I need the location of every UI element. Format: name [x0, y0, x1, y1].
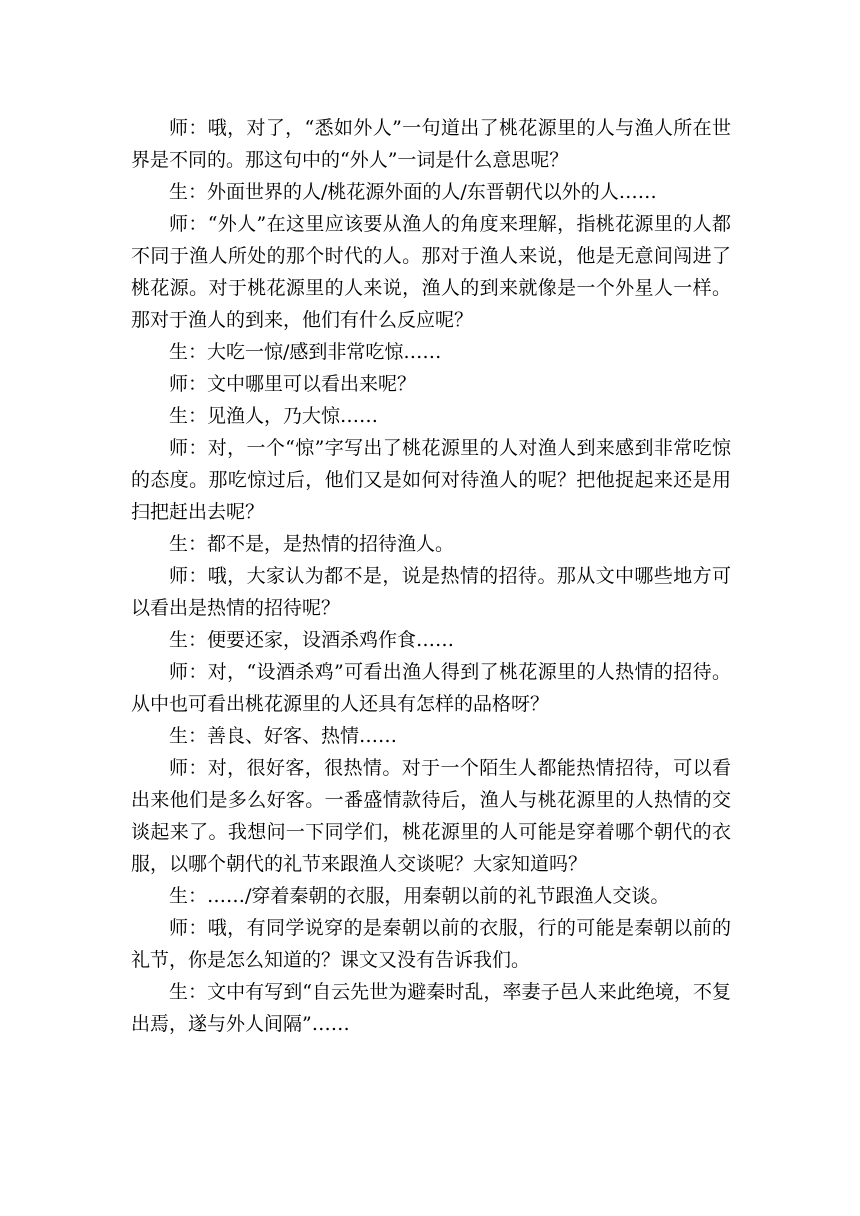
paragraph: 生：见渔人，乃大惊…… — [169, 405, 379, 427]
paragraph: 生：外面世界的人/桃花源外面的人/东晋朝代以外的人…… — [169, 181, 657, 203]
paragraph: 师：对，很好客，很热情。对于一个陌生人都能热情招待，可以看出来他们是多么好客。一番盛情款待后，渔人与桃花源里的人热情的交谈起来了。我想问一下同学们，桃花源里的人可能是穿着哪个朝代的衣服，以哪个朝代的礼节来跟渔人交谈呢？大家知道吗？ — [131, 757, 731, 875]
paragraph: 生：文中有写到“自云先世为避秦时乱，率妻子邑人来此绝境，不复出焉，遂与外人间隔”…… — [131, 981, 731, 1035]
paragraph: 生：……/穿着秦朝的衣服，用秦朝以前的礼节跟渔人交谈。 — [169, 885, 670, 907]
paragraph: 师：哦，大家认为都不是，说是热情的招待。那从文中哪些地方可以看出是热情的招待呢？ — [131, 565, 731, 619]
paragraph: 师：哦，有同学说穿的是秦朝以前的衣服，行的可能是秦朝以前的礼节，你是怎么知道的？课文又没有告诉我们。 — [131, 917, 731, 971]
paragraph: 生：便要还家，设酒杀鸡作食…… — [169, 629, 455, 651]
paragraph: 生：都不是，是热情的招待渔人。 — [169, 533, 455, 555]
paragraph: 师：文中哪里可以看出来呢？ — [169, 373, 417, 395]
paragraph: 师：对，“设酒杀鸡”可看出渔人得到了桃花源里的人热情的招待。从中也可看出桃花源里的人还具有怎样的品格呀？ — [131, 661, 731, 715]
paragraph: 生：善良、好客、热情…… — [169, 725, 398, 747]
paragraph: 师：“外人”在这里应该要从渔人的角度来理解，指桃花源里的人都不同于渔人所处的那个时代的人。那对于渔人来说，他是无意间闯进了桃花源。对于桃花源里的人来说，渔人的到来就像是一个外星人一样。那对于渔人的到来，他们有什么反应呢？ — [131, 213, 731, 331]
dialogue-text — [131, 112, 731, 1040]
paragraph: 师：对，一个“惊”字写出了桃花源里的人对渔人到来感到非常吃惊的态度。那吃惊过后，他们又是如何对待渔人的呢？把他捉起来还是用扫把赶出去呢？ — [131, 437, 731, 523]
paragraph: 师：哦，对了，“悉如外人”一句道出了桃花源里的人与渔人所在世界是不同的。那这句中的“外人”一词是什么意思呢？ — [131, 117, 731, 171]
paragraph: 生：大吃一惊/感到非常吃惊…… — [169, 341, 442, 363]
